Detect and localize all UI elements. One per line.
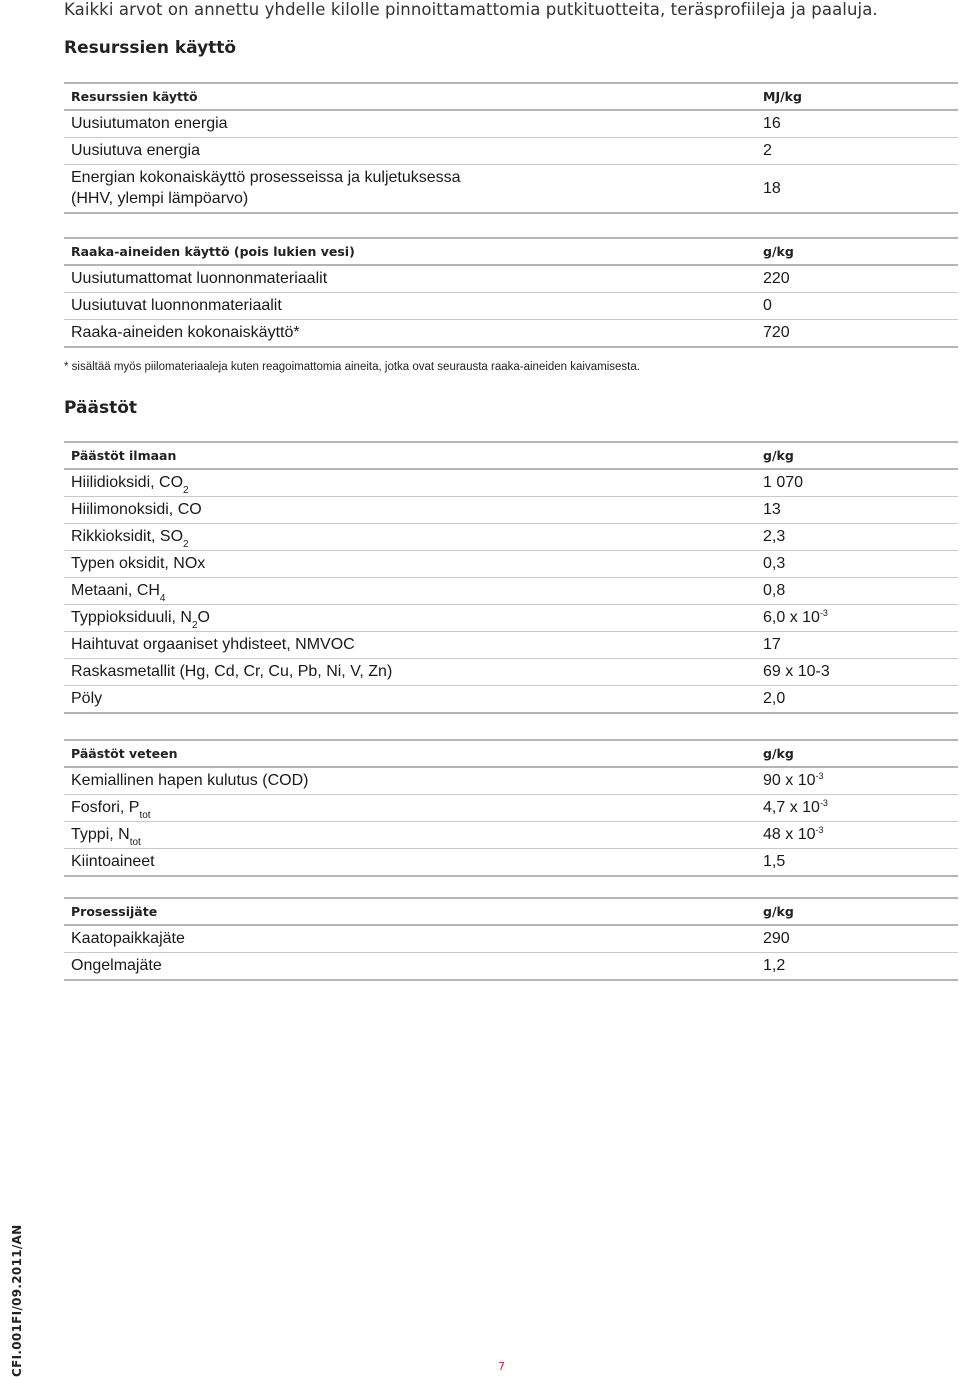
row-label: [64, 524, 763, 551]
row-value: 17: [763, 632, 958, 659]
table-row: [64, 497, 958, 524]
table-header-unit: g/kg: [763, 898, 958, 925]
row-label: [64, 469, 763, 497]
row-label-text: Hiilidioksidi, CO: [71, 474, 184, 491]
row-value: 0: [763, 293, 958, 320]
row-label-text: Fosfori, P: [71, 799, 140, 816]
table-row: [64, 849, 958, 877]
table-header-label: Päästöt ilmaan: [64, 442, 763, 469]
table-row: [64, 293, 958, 320]
table-header-row: [64, 238, 958, 265]
row-label: Hiilimonoksidi, CO: [64, 497, 763, 524]
table-header-label: Prosessijäte: [64, 898, 763, 925]
row-value: 1,2: [763, 953, 958, 981]
row-value-text: 90 x 10: [763, 772, 816, 789]
table-row: [64, 265, 958, 293]
row-value-text: 48 x 10: [763, 826, 816, 843]
table-header-label: Päästöt veteen: [64, 740, 763, 767]
table-header-row: [64, 442, 958, 469]
row-value: 0,3: [763, 551, 958, 578]
row-value: 13: [763, 497, 958, 524]
page-number: 7: [498, 1360, 505, 1373]
energy-table: [64, 82, 958, 214]
row-label: [64, 822, 763, 849]
table-header-row: [64, 898, 958, 925]
row-label: Uusiutuva energia: [64, 138, 763, 165]
table-row: [64, 659, 958, 686]
superscript: -3: [819, 608, 828, 618]
row-value: 2,0: [763, 686, 958, 714]
table-header-label: Resurssien käyttö: [64, 83, 763, 110]
section-heading-resources: Resurssien käyttö: [64, 38, 237, 58]
row-label-suffix: O: [197, 609, 210, 626]
row-label: Uusiutumaton energia: [64, 110, 763, 138]
table-row: [64, 469, 958, 497]
intro-text: Kaikki arvot on annettu yhdelle kilolle pinnoittamattomia putkituotteita, teräsprofiileja ja paaluja.: [64, 0, 878, 19]
table-row: [64, 953, 958, 981]
row-value: 1 070: [763, 469, 958, 497]
row-label: Haihtuvat orgaaniset yhdisteet, NMVOC: [64, 632, 763, 659]
row-value: 2,3: [763, 524, 958, 551]
superscript: -3: [815, 825, 824, 835]
table-row: [64, 551, 958, 578]
table-row: [64, 632, 958, 659]
document-code: CFI.001FI/09.2011/AN: [10, 1224, 24, 1377]
row-value: 720: [763, 320, 958, 348]
row-label: [64, 795, 763, 822]
superscript: -3: [815, 771, 824, 781]
table-row: [64, 578, 958, 605]
row-label: Raaka-aineiden kokonaiskäyttö*: [64, 320, 763, 348]
row-value: 2: [763, 138, 958, 165]
row-value-text: 4,7 x 10: [763, 799, 820, 816]
row-value-text: 6,0 x 10: [763, 609, 820, 626]
row-label: [64, 165, 763, 214]
footnote: * sisältää myös piilomateriaaleja kuten reagoimattomia aineita, jotka ovat seurausta raaka-aineiden kaivamisesta.: [64, 361, 640, 373]
row-label: Typen oksidit, NOx: [64, 551, 763, 578]
row-value: [763, 767, 958, 795]
table-header-unit: MJ/kg: [763, 83, 958, 110]
row-label: Uusiutumattomat luonnonmateriaalit: [64, 265, 763, 293]
table-header-unit: g/kg: [763, 238, 958, 265]
table-header-row: [64, 740, 958, 767]
table-row: [64, 605, 958, 632]
row-value: [763, 795, 958, 822]
row-label-text: Rikkioksidit, SO: [71, 528, 184, 545]
row-value: 18: [763, 165, 958, 214]
row-value: 69 x 10-3: [763, 659, 958, 686]
table-row: [64, 925, 958, 953]
table-row: [64, 822, 958, 849]
row-label: Pöly: [64, 686, 763, 714]
row-value: 1,5: [763, 849, 958, 877]
row-value: [763, 605, 958, 632]
subscript: tot: [129, 837, 141, 848]
row-label: Kaatopaikkajäte: [64, 925, 763, 953]
table-row: [64, 686, 958, 714]
row-label: Uusiutuvat luonnonmateriaalit: [64, 293, 763, 320]
table-row: [64, 138, 958, 165]
subscript: 2: [183, 485, 189, 496]
row-label: Kemiallinen hapen kulutus (COD): [64, 767, 763, 795]
row-label: Raskasmetallit (Hg, Cd, Cr, Cu, Pb, Ni, V, Zn): [64, 659, 763, 686]
subscript: tot: [139, 810, 151, 821]
table-header-row: [64, 83, 958, 110]
table-row: [64, 795, 958, 822]
row-label: Kiintoaineet: [64, 849, 763, 877]
air-emissions-table: [64, 441, 958, 714]
row-value: 16: [763, 110, 958, 138]
table-header-label: Raaka-aineiden käyttö (pois lukien vesi): [64, 238, 763, 265]
table-row: [64, 320, 958, 348]
subscript: 4: [159, 593, 166, 604]
row-label: [64, 578, 763, 605]
materials-table: [64, 237, 958, 348]
subscript: 2: [183, 539, 189, 550]
row-label-line1: Energian kokonaiskäyttö prosesseissa ja kuljetuksessa: [71, 169, 461, 186]
row-value: 290: [763, 925, 958, 953]
table-row: [64, 767, 958, 795]
row-label-text: Typpioksiduuli, N: [71, 609, 192, 626]
row-value: [763, 822, 958, 849]
section-heading-emissions: Päästöt: [64, 398, 137, 418]
row-label: Ongelmajäte: [64, 953, 763, 981]
row-value: 0,8: [763, 578, 958, 605]
table-header-unit: g/kg: [763, 442, 958, 469]
table-row: [64, 165, 958, 214]
row-label-line2: (HHV, ylempi lämpöarvo): [71, 190, 249, 207]
subscript: 2: [191, 620, 198, 631]
process-waste-table: [64, 897, 958, 981]
row-label: [64, 605, 763, 632]
row-value: 220: [763, 265, 958, 293]
water-emissions-table: [64, 739, 958, 877]
row-label-text: Metaani, CH: [71, 582, 160, 599]
table-row: [64, 110, 958, 138]
superscript: -3: [819, 798, 828, 808]
row-label-text: Typpi, N: [71, 826, 130, 843]
table-header-unit: g/kg: [763, 740, 958, 767]
table-row: [64, 524, 958, 551]
